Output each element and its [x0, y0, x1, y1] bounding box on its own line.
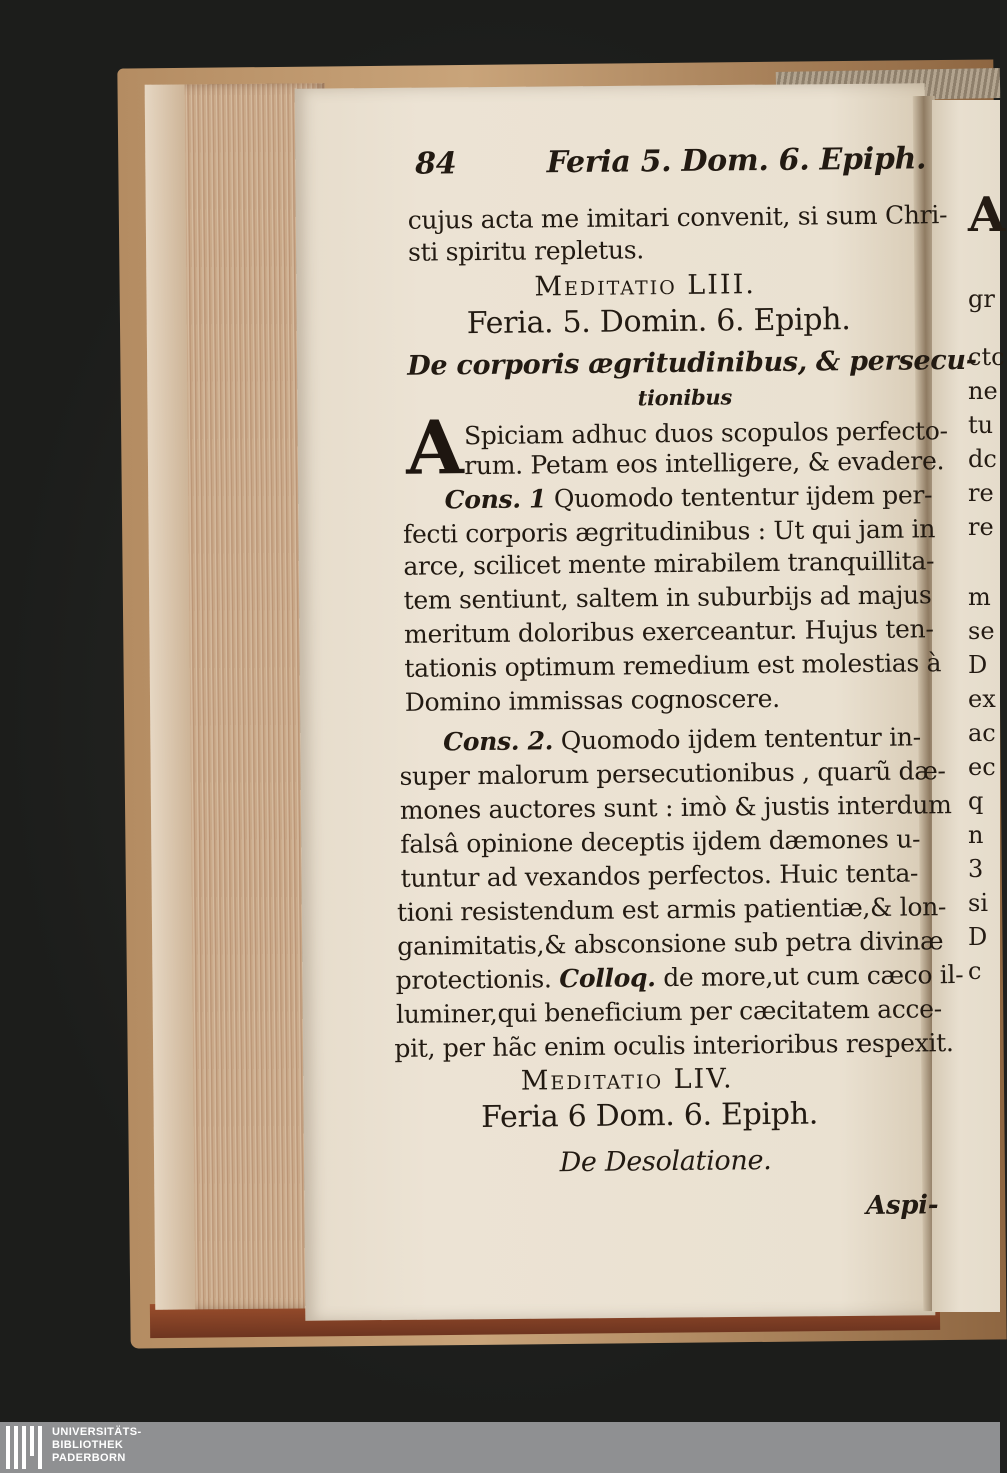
- consideration-2-label: Cons. 2.: [443, 726, 554, 757]
- meditatio-53-title-line-2: tionibus: [637, 384, 733, 411]
- consideration-1-first-line: [445, 480, 933, 515]
- text-line: Quomodo ijdem tententur in-: [560, 722, 921, 756]
- text-line: tem sentiunt, saltem in suburbijs ad majus: [403, 580, 932, 615]
- text-line: falsâ opinione deceptis ijdem dæmones u-: [400, 824, 921, 859]
- text-line: ganimitatis,& absconsione sub petra divinæ: [397, 926, 944, 961]
- text-line: sti spiritu repletus.: [407, 235, 645, 267]
- text-line: rum. Petam eos intelligere, & evadere.: [464, 446, 945, 481]
- meditatio-53-subheading: Feria. 5. Domin. 6. Epiph.: [466, 302, 851, 342]
- facing-page-letter: D: [968, 651, 988, 679]
- facing-page-letter: q: [968, 787, 984, 815]
- library-logo-icon: [6, 1426, 46, 1469]
- text-line: tuntur ad vexandos perfectos. Huic tenta-: [400, 858, 919, 893]
- meditatio-53-title-line-1: De corporis ægritudinibus, & persecu-: [407, 344, 977, 382]
- catchword: Aspi-: [865, 1190, 939, 1222]
- consideration-1-label: Cons. 1: [444, 484, 547, 515]
- library-name: [52, 1426, 142, 1465]
- text-line: meritum doloribus exerceantur. Hujus ten-: [403, 614, 934, 649]
- text-line: tationis optimum remedium est molestias à: [404, 648, 942, 683]
- facing-page-letter: A: [968, 187, 1006, 243]
- facing-page-letter: D: [968, 923, 988, 951]
- text-line: luminer,qui beneficium per cæcitatem acce-: [395, 994, 942, 1029]
- page-number: 84: [414, 146, 457, 182]
- facing-page-letter: dc: [968, 445, 997, 473]
- facing-page-letter: m: [968, 583, 991, 611]
- text-line: tioni resistendum est armis patientiæ,& lon-: [396, 892, 947, 927]
- text-line: Quomodo tententur ijdem per-: [553, 480, 933, 514]
- facing-page-letter: gr: [968, 285, 995, 313]
- facing-page-letter: c: [968, 957, 982, 985]
- drop-initial: A: [405, 405, 464, 492]
- facing-page-letter: si: [968, 889, 988, 917]
- running-head: [414, 141, 927, 182]
- meditatio-54-heading: Meditatio LIV.: [520, 1063, 734, 1097]
- facing-page-letter: ctc: [968, 343, 1005, 371]
- text-line: de more,ut cum cæco il-: [663, 959, 964, 993]
- facing-page-letter: ex: [968, 685, 996, 713]
- facing-page-letter: re: [968, 479, 994, 507]
- facing-page-letter: ne: [968, 377, 998, 405]
- library-name-line: BIBLIOTHEK: [52, 1439, 124, 1451]
- facing-page-letter: 3: [968, 855, 984, 883]
- facing-page-letter: tu: [968, 411, 994, 439]
- colloquium-line: [396, 960, 964, 996]
- text-line: Domino immissas cognoscere.: [404, 683, 780, 717]
- text-line: Spiciam adhuc duos scopulos perfecto-: [463, 416, 948, 451]
- text-line: arce, scilicet mente mirabilem tranquillita-: [403, 546, 935, 581]
- text-line: fecti corporis ægritudinibus : Ut qui jam in: [402, 514, 936, 549]
- facing-page-letter: re: [968, 513, 994, 541]
- meditatio-54-title: De Desolatione.: [559, 1145, 772, 1179]
- facing-page-letter: se: [968, 617, 995, 645]
- consideration-2-first-line: [443, 722, 921, 757]
- facing-page-letter: ac: [968, 719, 996, 747]
- text-line: protectionis.: [395, 964, 552, 995]
- library-name-line: UNIVERSITÄTS-: [52, 1426, 142, 1438]
- library-footer-bar: [0, 1422, 1000, 1473]
- library-name-line: PADERBORN: [52, 1452, 126, 1464]
- text-line: mones auctores sunt : imò & justis interdum: [399, 790, 952, 825]
- text-line: cujus acta me imitari convenit, si sum Chri-: [407, 200, 948, 235]
- text-line: pit, per hãc enim oculis interioribus respexit.: [394, 1028, 954, 1063]
- facing-page-letter: ec: [968, 753, 996, 781]
- meditatio-54-subheading: Feria 6 Dom. 6. Epiph.: [480, 1096, 819, 1136]
- text-line: super malorum persecutionibus , quarũ dæ-: [399, 756, 946, 791]
- meditatio-53-heading: Meditatio LIII.: [534, 269, 757, 303]
- running-head-title: Feria 5. Dom. 6. Epiph.: [546, 141, 927, 181]
- facing-page-letter: n: [968, 821, 984, 849]
- colloquium-label: Colloq.: [559, 963, 656, 994]
